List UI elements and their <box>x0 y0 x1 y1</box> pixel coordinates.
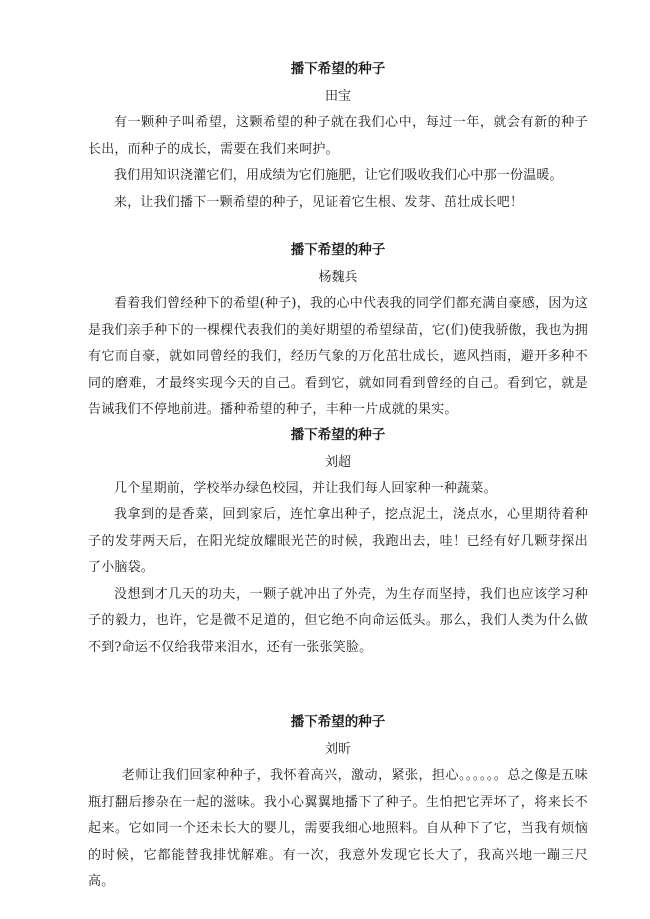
essay-title: 播下希望的种子 <box>290 61 386 77</box>
paragraph: 几个星期前，学校举办绿色校园，并让我们每人回家种一种蔬菜。 <box>114 480 497 496</box>
essay-author: 刘超 <box>324 454 351 470</box>
essay-liuchao <box>88 424 588 662</box>
essay-title: 播下希望的种子 <box>290 242 386 258</box>
paragraph: 我们用知识浇灌它们，用成绩为它们施肥，让它们吸收我们心中那一份温暖。 <box>114 168 563 183</box>
essay-tianbao <box>88 58 588 216</box>
section-spacer <box>88 216 588 239</box>
paragraph: 我拿到的是香菜，回到家后，连忙拿出种子，挖点泥土，浇点水，心里期待着种子的发芽两天后，在阳光绽放耀眼光芒的时候，我跑出去，哇！已经有好几颗芽探出了小脑袋。 <box>88 507 588 575</box>
essay-liuxin <box>88 711 588 896</box>
document-page <box>88 58 588 896</box>
paragraph: 来，让我们播下一颗希望的种子，见证着它生根、发芽、茁壮成长吧！ <box>114 194 524 210</box>
paragraph: 看着我们曾经种下的希望(种子)，我的心中代表我的同学们都充满自豪感，因为这是我们亲手种下的一棵棵代表我们的美好期望的希望绿苗，它(们)使我骄傲，我也为拥有它而自豪，就如同曾经的我们，经历气象的万化茁壮成长，遮风挡雨，避开多种不同的磨难，才最终实现今天的自己。看到它，就如同看到曾经的自己。看到它，就是告诫我们不停地前进。播种希望的种子，丰种一片成就的果实。 <box>88 296 588 417</box>
section-spacer <box>88 661 588 711</box>
essay-author: 田宝 <box>324 89 351 104</box>
paragraph: 有一颗种子叫希望，这颗希望的种子就在我们心中，每过一年，就会有新的种子长出，而种子的成长，需要在我们来呵护。 <box>88 115 588 157</box>
paragraph: 老师让我们回家种种子，我怀着高兴，激动，紧张，担心。。。。。。总之像是五味瓶打翻后掺杂在一起的滋味。我小心翼翼地播下了种子。生怕把它弄坏了，将来长不起来。它如同一个还未长大的婴儿，需要我细心地照料。自从种下了它，当我有烦恼的时候，它都能替我排忧解难。有一次，我意外发现它长大了，我高兴地一蹦三尺高。 <box>88 768 588 889</box>
essay-title: 播下希望的种子 <box>290 714 386 730</box>
essay-title: 播下希望的种子 <box>290 426 386 443</box>
paragraph: 没想到才几天的功夫，一颗子就冲出了外壳，为生存而坚持，我们也应该学习种子的毅力，也许，它是微不足道的，但它绝不向命运低头。那么，我们人类为什么做不到?命运不仅给我带来泪水，还有一张张笑脸。 <box>88 586 588 655</box>
essay-yangweibing <box>88 239 588 424</box>
essay-author: 刘昕 <box>324 742 351 757</box>
essay-author: 杨魏兵 <box>318 270 358 285</box>
